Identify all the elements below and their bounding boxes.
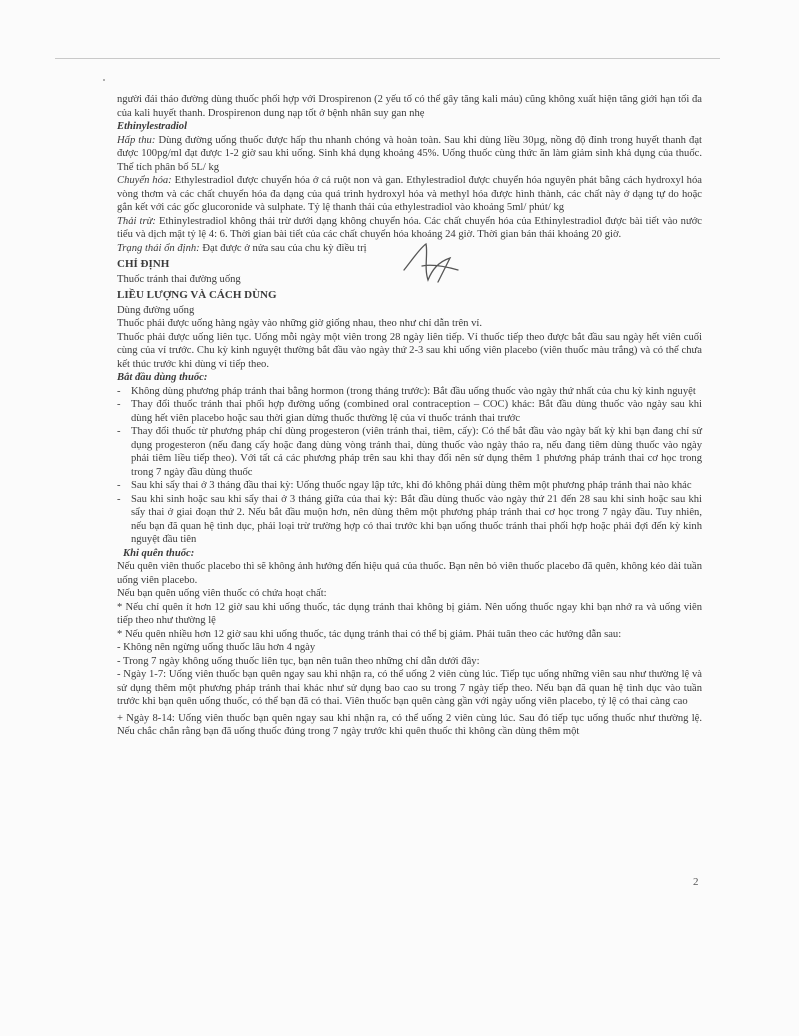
list-item xyxy=(117,479,702,493)
ethinylestradiol-heading: Ethinylestradiol xyxy=(117,121,188,132)
handwritten-signature xyxy=(398,240,464,286)
list-item-text: Thay đổi thuốc từ phương pháp chỉ dùng progesteron (viên tránh thai, tiêm, cấy): Có thể bắt đầu vào ngày bất kỳ khi bạn đang chỉ sử dụng progesteron (nếu đang cấy hoặc đang dùng vòng tránh thai, dùng thuốc vào ngày tháo ra, nếu đang tiêm dùng thuốc vào ngày phải tiêm liều tiếp theo). Với tất cả các phương pháp trên sau khi thay đổi nên sử dụng thêm 1 phương pháp tránh thai cơ học trong trong 7 ngày đầu dùng thuốc xyxy=(131,426,702,478)
metabolism-text: Ethylestradiol được chuyển hóa ở cả ruột non và gan. Ethylestradiol được chuyển hóa nguyên phát bằng cách hydroxyl hóa vòng thơm và các chất chuyển hóa đa dạng của quá trình hydroxyl hóa và methyl hóa được hình thành, các chất này ở dạng tự do hoặc gắn kết với các gốc glucoronide và sulphate. Tỷ lệ thanh thải của ethylestradiol vào khoảng 5ml/ phút/ kg xyxy=(117,175,702,213)
metabolism-paragraph xyxy=(117,174,702,215)
list-item xyxy=(117,385,702,399)
missed-dose-p8: + Ngày 8-14: Uống viên thuốc bạn quên ngay sau khi nhận ra, có thể uống 2 viên cùng lúc. Sau đó tiếp tục uống thuốc như thường lệ. Nếu chắc chắn rằng bạn đã uống thuốc đúng trong 7 ngày trước khi quên thuốc thì không cần dùng thêm một xyxy=(117,712,702,737)
steady-state-label: Trạng thái ổn định: xyxy=(117,242,200,254)
scan-speck xyxy=(103,79,105,81)
bullet-marker: - xyxy=(117,385,121,397)
missed-dose-p4: * Nếu quên nhiều hơn 12 giờ sau khi uống thuốc, tác dụng tránh thai có thể bị giảm. Phải tuân theo các hướng dẫn sau: xyxy=(117,628,622,640)
page-number: 2 xyxy=(693,876,699,888)
missed-dose-p7: - Ngày 1-7: Uống viên thuốc bạn quên ngay sau khi nhận ra, có thể uống 2 viên cùng lúc. Tiếp tục uống những viên sau như thường lệ và sử dụng thêm một phương pháp tránh thai khác như sử dụng bao cao su trong 7 ngày tiếp theo. Nếu bạn đã quan hệ tình dục vào tuần trước khi bạn quên uống thuốc, có thể bạn đã có thai. Viên thuốc bạn quên càng gần với ngày uống viên placebo, tỷ lệ có thai càng cao xyxy=(117,669,702,707)
list-item-text: Thay đổi thuốc tránh thai phối hợp đường uống (combined oral contraception – COC) khác: Bắt đầu dùng thuốc vào ngày sau khi dùng hết viên placebo hoặc sau thời gian dừng thuốc thường lệ của vỉ thuốc tránh thai trước xyxy=(131,399,702,424)
absorption-text: Dùng đường uống thuốc được hấp thu nhanh chóng và hoàn toàn. Sau khi dùng liều 30µg, nồng độ đỉnh trong huyết thanh đạt được 100pg/ml đạt được 1-2 giờ sau khi uống. Sinh khả dụng khoảng 45%. Uống thuốc cùng thức ăn làm giảm sinh khả dụng của thuốc. Thể tích phân bố 5L/ kg xyxy=(117,134,702,173)
missed-dose-heading: Khi quên thuốc: xyxy=(123,547,195,559)
steady-state-text: Đạt được ở nửa sau của chu kỳ điều trị xyxy=(199,242,367,254)
bullet-marker: - xyxy=(117,480,121,491)
list-item-text: Không dùng phương pháp tránh thai bằng hormon (trong tháng trước): Bắt đầu uống thuốc vào ngày thứ nhất của chu kỳ kinh nguyệt xyxy=(131,385,696,397)
missed-dose-p5: - Không nên ngừng uống thuốc lâu hơn 4 ngày xyxy=(117,642,316,653)
indication-text: Thuốc tránh thai đường uống xyxy=(117,273,241,285)
bullet-marker: - xyxy=(117,493,121,505)
list-item-text: Sau khi sinh hoặc sau khi sẩy thai ở 3 tháng giữa của thai kỳ: Bắt đầu dùng thuốc vào ngày thứ 21 đến 28 sau khi sinh hoặc sau khi sẩy thai ở giai đoạn thứ 2. Nếu bắt đầu muộn hơn, nên dùng thêm một phương pháp tránh thai cơ học trong 7 ngày đầu. Tuy nhiên, nếu bạn đã quan hệ tình dục, phải loại trừ trường hợp có thai trước khi bạn uống thuốc tránh thai phối hợp hoặc phải đợi đến kỳ kinh nguyệt đầu tiên xyxy=(131,493,702,545)
missed-dose-p3: * Nếu chỉ quên ít hơn 12 giờ sau khi uống thuốc, tác dụng tránh thai không bị giảm. Nên uống thuốc ngay khi bạn nhớ ra và uống viên tiếp theo như thường lệ xyxy=(117,601,702,626)
dosage-line-2: Thuốc phải được uống hàng ngày vào những giờ giống nhau, theo như chỉ dẫn trên vỉ. xyxy=(117,318,483,329)
missed-dose-p2: Nếu bạn quên uống viên thuốc có chứa hoạt chất: xyxy=(117,588,327,599)
bullet-marker: - xyxy=(117,426,121,437)
absorption-label: Hấp thu: xyxy=(117,134,156,146)
list-item xyxy=(117,493,702,547)
elimination-label: Thải trừ: xyxy=(117,215,156,227)
document-body xyxy=(117,93,702,739)
list-item-text: Sau khi sẩy thai ở 3 tháng đầu thai kỳ: Uống thuốc ngay lập tức, khi đó không phải dùng thêm một phương pháp tránh thai nào khác xyxy=(131,480,692,491)
start-heading: Bắt đầu dùng thuốc: xyxy=(117,372,208,383)
dosage-line-3: Thuốc phải được uống liên tục. Uống mỗi ngày một viên trong 28 ngày liên tiếp. Vỉ thuốc tiếp theo được bắt đầu sau ngày hết viên cuối cùng của vỉ trước. Chu kỳ kinh nguyệt thường bắt đầu vào ngày thứ 2-3 sau khi uống viên placebo (viên thuốc màu trắng) và có thể chưa kết thúc trước khi dùng vỉ tiếp theo. xyxy=(117,331,702,370)
indication-heading: CHỈ ĐỊNH xyxy=(117,258,170,270)
dosage-heading: LIỀU LƯỢNG VÀ CÁCH DÙNG xyxy=(117,289,277,301)
missed-dose-p6: - Trong 7 ngày không uống thuốc liên tục, bạn nên tuân theo những chỉ dẫn dưới đây: xyxy=(117,655,480,667)
elimination-paragraph xyxy=(117,215,702,242)
missed-dose-p1: Nếu quên viên thuốc placebo thì sẽ không ảnh hưởng đến hiệu quả của thuốc. Bạn nên bỏ viên thuốc placebo đã quên, không kéo dài tuần uống viên placebo. xyxy=(117,561,702,586)
intro-paragraph: người đái tháo đường dùng thuốc phối hợp với Drospirenon (2 yếu tố có thể gây tăng kali máu) cũng không xuất hiện tăng giới hạn tối đa của kali huyết thanh. Drospirenon dung nạp tốt ở bệnh nhân suy gan nhẹ xyxy=(117,94,702,119)
bullet-marker: - xyxy=(117,399,121,410)
absorption-paragraph xyxy=(117,134,702,175)
dosage-line-1: Dùng đường uống xyxy=(117,304,195,316)
header-rule xyxy=(55,58,720,59)
metabolism-label: Chuyển hóa: xyxy=(117,175,172,186)
list-item xyxy=(117,398,702,425)
list-item xyxy=(117,425,702,479)
elimination-text: Ethinylestradiol không thải trừ dưới dạng không chuyển hóa. Các chất chuyển hóa của Ethinylestradiol được bài tiết vào nước tiểu và dịch mật tỷ lệ 4: 6. Thời gian bài tiết của các chất chuyển hóa khoảng 24 giờ. Thời gian bán thải khoảng 20 giờ. xyxy=(117,215,703,240)
